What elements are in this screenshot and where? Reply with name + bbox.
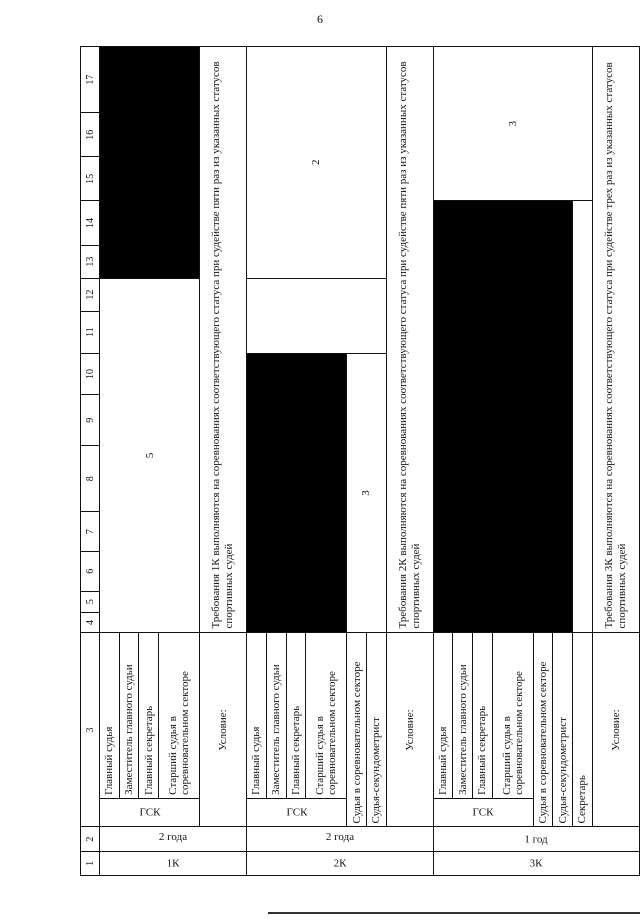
shaded-block-3k — [433, 201, 573, 633]
col-3-header: 3 — [81, 633, 100, 827]
period-2k: 2 года — [247, 827, 434, 851]
col-8-header: 8 — [81, 446, 100, 512]
role-chief-judge: Главный судья — [247, 633, 267, 798]
period-3k: 1 год — [433, 827, 639, 851]
col-12-header: 12 — [81, 278, 100, 311]
col-10-header: 10 — [81, 353, 100, 395]
col-9-header: 9 — [81, 395, 100, 446]
shaded-block-1k — [100, 47, 200, 279]
role-sector-judge: Судья в соревновательном секторе — [533, 633, 553, 827]
count-2k: 3 — [347, 353, 386, 633]
col-1-header: 1 — [81, 851, 100, 875]
col-16-header: 16 — [81, 113, 100, 157]
count-1k: 5 — [100, 278, 200, 633]
empty-3k — [573, 201, 593, 633]
empty-2k — [247, 278, 387, 353]
header-row — [81, 47, 100, 876]
requirement-3k: Требования 3К выполняются на соревнованиях соответствующего статуса при судействе трех раз из указанных статусов спортивных судей — [592, 47, 639, 634]
role-chief-judge: Главный судья — [100, 633, 120, 798]
role-chief-secretary: Главный секретарь — [286, 633, 306, 798]
role-deputy-chief: Заместитель главного судьи — [119, 633, 139, 798]
col-14-header: 14 — [81, 201, 100, 245]
role-senior-sector-judge: Старший судья в соревновательном секторе — [159, 633, 200, 798]
requirement-2k: Требования 2К выполняются на соревнованиях соответствующего статуса при судействе пяти раз из указанных статусов спортивных судей — [386, 47, 433, 634]
col-17-header: 17 — [81, 47, 100, 113]
count-3k: 3 — [433, 47, 592, 201]
role-sector-judge: Судья в соревновательном секторе — [347, 633, 367, 827]
role-chief-judge: Главный судья — [433, 633, 453, 798]
role-chief-secretary: Главный секретарь — [473, 633, 493, 798]
role-timekeeper: Судья-секундометрист — [553, 633, 573, 827]
period-1k: 2 года — [100, 827, 247, 851]
col-15-header: 15 — [81, 157, 100, 201]
rotated-qualification-table — [80, 46, 640, 876]
col-7-header: 7 — [81, 512, 100, 552]
col-5-header: 5 — [81, 591, 100, 612]
page-number: 6 — [317, 12, 323, 26]
gsk-1k: ГСК — [100, 798, 200, 827]
col-4-header: 4 — [81, 612, 100, 633]
bottom-rule — [268, 912, 640, 914]
gsk-2k: ГСК — [247, 798, 347, 827]
count-right-2k: 2 — [247, 47, 387, 279]
role-deputy-chief: Заместитель главного судьи — [453, 633, 473, 798]
role-secretary: Секретарь — [573, 633, 593, 827]
condition-label-2k: Условие: — [386, 633, 433, 827]
requirement-1k: Требования 1К выполняются на соревнованиях соответствующего статуса при судействе пяти раз из указанных статусов спортивных судей — [200, 47, 247, 634]
role-senior-sector-judge: Старший судья в соревновательном секторе — [306, 633, 347, 798]
category-2k: 2К — [247, 851, 434, 875]
condition-label-3k: Условие: — [592, 633, 639, 827]
condition-label-1k: Условие: — [200, 633, 247, 827]
shaded-block-2k — [247, 353, 347, 633]
col-2-header: 2 — [81, 827, 100, 851]
gsk-3k: ГСК — [433, 798, 533, 827]
role-deputy-chief: Заместитель главного судьи — [266, 633, 286, 798]
col-13-header: 13 — [81, 245, 100, 278]
col-6-header: 6 — [81, 551, 100, 591]
category-3k: 3К — [433, 851, 639, 875]
col-11-header: 11 — [81, 311, 100, 353]
role-timekeeper: Судья-секундометрист — [366, 633, 386, 827]
category-1k: 1К — [100, 851, 247, 875]
role-chief-secretary: Главный секретарь — [139, 633, 159, 798]
role-senior-sector-judge: Старший судья в соревновательном секторе — [492, 633, 533, 798]
